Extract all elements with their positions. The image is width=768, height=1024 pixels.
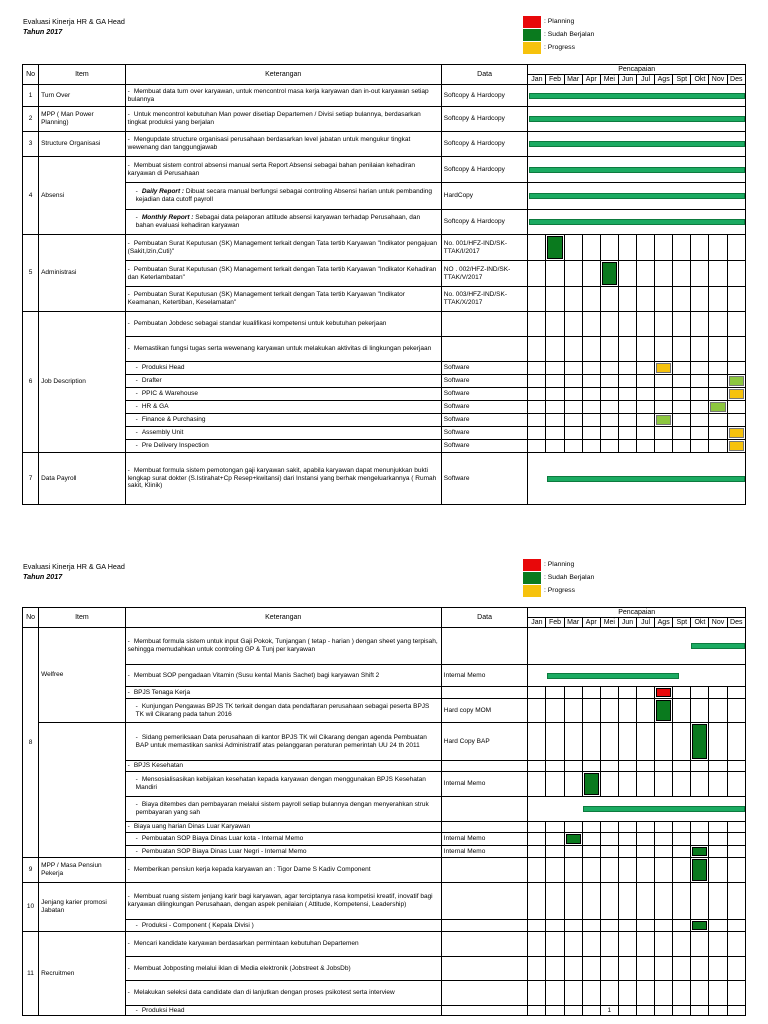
sub-item: - HR & GA bbox=[125, 401, 441, 414]
row-data: Internal Memo bbox=[441, 665, 528, 687]
report-header bbox=[23, 17, 125, 37]
row-item: Absensi bbox=[39, 157, 126, 235]
status-progress bbox=[656, 363, 671, 373]
month-cell bbox=[691, 858, 709, 883]
table-row bbox=[23, 337, 746, 362]
table-row bbox=[23, 846, 746, 858]
table-row bbox=[23, 1006, 746, 1016]
month-cell bbox=[655, 362, 673, 375]
col-data: Data bbox=[441, 608, 528, 628]
timeline-cell bbox=[528, 183, 746, 210]
status-done bbox=[692, 724, 707, 759]
row-keterangan: - Membuat ruang sistem jenjang karir bagi karyawan, agar terciptanya rasa kompetisi kreatif, inovatif bagi karyawan dilingkungan Perusahaan, dengan aspek penilaian ( Attitude, Kompetensi, Leadership) bbox=[125, 883, 441, 920]
timeline-cell bbox=[528, 453, 746, 505]
legend-done: : Sudah Berjalan bbox=[544, 31, 595, 38]
row-no: 4 bbox=[23, 157, 39, 235]
month-okt: Okt bbox=[691, 618, 709, 628]
timeline-cell bbox=[528, 628, 746, 665]
col-keterangan: Keterangan bbox=[125, 608, 441, 628]
table-row bbox=[23, 235, 746, 261]
table-row bbox=[23, 699, 746, 723]
row-keterangan: - Memastikan fungsi tugas serta wewenang karyawan untuk melakukan aktivitas di lingkungan pekerjaan bbox=[125, 337, 441, 362]
row-data: Internal Memo bbox=[441, 772, 528, 797]
table-row bbox=[23, 132, 746, 157]
row-keterangan: - Pembuatan Surat Keputusan (SK) Management terkait dengan Tata tertib Karyawan "Indikator Keamanan, Ketertiban, Keselamatan" bbox=[125, 287, 441, 312]
status-partial bbox=[710, 402, 725, 412]
report-header bbox=[23, 562, 125, 582]
table-row bbox=[23, 981, 746, 1006]
row-keterangan: - Produksi Head bbox=[125, 1006, 441, 1016]
legend bbox=[523, 15, 594, 54]
row-keterangan: - BPJS Tenaga Kerja bbox=[125, 687, 441, 699]
legend-progress: : Progress bbox=[544, 44, 575, 51]
month-jun: Jun bbox=[618, 618, 636, 628]
table-row bbox=[23, 107, 746, 132]
month-feb: Feb bbox=[546, 75, 564, 85]
row-keterangan: - Membuat sistem control absensi manual serta Report Absensi sebagai bahan penilaian kehadiran karyawan di Perusahaan bbox=[125, 157, 441, 183]
row-keterangan bbox=[125, 210, 441, 235]
sub-item: - Finance & Purchasing bbox=[125, 414, 441, 427]
timeline-bar bbox=[529, 219, 745, 225]
col-data: Data bbox=[441, 65, 528, 85]
table-row bbox=[23, 957, 746, 981]
status-done bbox=[692, 859, 707, 881]
col-item: Item bbox=[39, 608, 126, 628]
status-done bbox=[584, 773, 599, 795]
row-no: 5 bbox=[23, 235, 39, 312]
row-no: 6 bbox=[23, 312, 39, 453]
status-progress bbox=[729, 428, 744, 438]
status-partial bbox=[656, 415, 671, 425]
row-data: Software bbox=[441, 414, 528, 427]
table-row bbox=[23, 687, 746, 699]
month-cell bbox=[691, 920, 709, 932]
month-jul: Jul bbox=[637, 618, 655, 628]
col-pencapaian: Pencapaian bbox=[528, 65, 746, 75]
month-spt: Spt bbox=[673, 75, 691, 85]
row-data: Softcopy & Hardcopy bbox=[441, 157, 528, 183]
legend-swatch-planning bbox=[523, 559, 541, 571]
col-keterangan: Keterangan bbox=[125, 65, 441, 85]
timeline-bar bbox=[529, 93, 745, 99]
row-keterangan: - Melakukan seleksi data candidate dan di lanjutkan dengan proses psikotest serta interview bbox=[125, 981, 441, 1006]
row-item: Turn Over bbox=[39, 85, 126, 107]
row-no: 11 bbox=[23, 932, 39, 1016]
legend-done: : Sudah Berjalan bbox=[544, 574, 595, 581]
table-row bbox=[23, 761, 746, 772]
row-data: Software bbox=[441, 401, 528, 414]
month-cell bbox=[600, 261, 618, 287]
table-row bbox=[23, 414, 746, 427]
row-no: 3 bbox=[23, 132, 39, 157]
month-des: Des bbox=[727, 618, 745, 628]
daily-report-text: Dibuat secara manual berfungsi sebagai controling Absensi harian untuk pembanding kejadian data cutoff payroll bbox=[135, 188, 432, 203]
timeline-cell bbox=[528, 132, 746, 157]
month-jun: Jun bbox=[618, 75, 636, 85]
month-cell bbox=[727, 427, 745, 440]
table-row bbox=[23, 440, 746, 453]
legend-swatch-done bbox=[523, 572, 541, 584]
row-keterangan: - BPJS Kesehatan bbox=[125, 761, 441, 772]
row-keterangan: - Pembuatan Surat Keputusan (SK) Management terkait dengan Tata tertib Karyawan "Indikator Kehadiran dan Keterlambatan" bbox=[125, 261, 441, 287]
table-row bbox=[23, 85, 746, 107]
month-cell bbox=[655, 699, 673, 723]
daily-report-label: Daily Report : bbox=[141, 188, 185, 196]
performance-table-1 bbox=[22, 64, 746, 505]
row-item: Recruitmen bbox=[39, 932, 126, 1016]
timeline-bar bbox=[529, 141, 745, 147]
row-keterangan: - Biaya uang harian Dinas Luar Karyawan bbox=[125, 822, 441, 833]
timeline-bar bbox=[529, 116, 745, 122]
row-data: Internal Memo bbox=[441, 833, 528, 846]
row-data: Software bbox=[441, 388, 528, 401]
row-item: Job Description bbox=[39, 312, 126, 453]
row-item: Data Payroll bbox=[39, 453, 126, 505]
status-partial bbox=[729, 376, 744, 386]
table-row bbox=[23, 797, 746, 822]
month-cell bbox=[727, 388, 745, 401]
row-item: Jenjang karier promosi Jabatan bbox=[39, 883, 126, 932]
row-item: Administrasi bbox=[39, 235, 126, 312]
legend-swatch-planning bbox=[523, 16, 541, 28]
table-row bbox=[23, 388, 746, 401]
table-row bbox=[23, 772, 746, 797]
row-data: Software bbox=[441, 427, 528, 440]
month-mei: Mei bbox=[600, 618, 618, 628]
row-data: Software bbox=[441, 362, 528, 375]
table-row bbox=[23, 375, 746, 388]
row-keterangan: - Untuk mencontrol kebutuhan Man power disetiap Departemen / Divisi setiap bulannya, berdasarkan tingkat produksi yang berjalan bbox=[125, 107, 441, 132]
table-row bbox=[23, 833, 746, 846]
sub-item: - Produksi Head bbox=[125, 362, 441, 375]
doc-year: Tahun 2017 bbox=[23, 27, 63, 36]
monthly-report-label: Monthly Report : bbox=[141, 214, 194, 222]
row-keterangan: - Memberikan pensiun kerja kepada karyawan an : Tigor Dame S Kadiv Component bbox=[125, 858, 441, 883]
month-jul: Jul bbox=[637, 75, 655, 85]
month-cell bbox=[691, 723, 709, 761]
table-row bbox=[23, 210, 746, 235]
row-no: 10 bbox=[23, 883, 39, 932]
month-cell bbox=[709, 401, 727, 414]
row-data: Hard Copy BAP bbox=[441, 723, 528, 761]
legend-swatch-done bbox=[523, 29, 541, 41]
legend-planning: : Planning bbox=[544, 561, 575, 568]
row-data: Internal Memo bbox=[441, 846, 528, 858]
row-keterangan: - Pembuatan SOP Biaya Dinas Luar Negri - Internal Memo bbox=[125, 846, 441, 858]
doc-title: Evaluasi Kinerja HR & GA Head bbox=[23, 17, 125, 26]
doc-year: Tahun 2017 bbox=[23, 572, 63, 581]
month-mar: Mar bbox=[564, 618, 582, 628]
month-feb: Feb bbox=[546, 618, 564, 628]
month-apr: Apr bbox=[582, 75, 600, 85]
timeline-bar bbox=[547, 673, 679, 679]
status-done bbox=[656, 700, 671, 721]
row-keterangan: - Mencari kandidate karyawan berdasarkan permintaan kebutuhan Departemen bbox=[125, 932, 441, 957]
month-nov: Nov bbox=[709, 75, 727, 85]
month-cell bbox=[564, 833, 582, 846]
row-data: Software bbox=[441, 453, 528, 505]
row-item: Welfree bbox=[39, 628, 126, 723]
timeline-cell bbox=[528, 107, 746, 132]
row-keterangan: - Pembuatan SOP Biaya Dinas Luar kota - Internal Memo bbox=[125, 833, 441, 846]
timeline-cell bbox=[528, 210, 746, 235]
table-row bbox=[23, 858, 746, 883]
row-data: Software bbox=[441, 440, 528, 453]
row-no: 2 bbox=[23, 107, 39, 132]
table-row bbox=[23, 312, 746, 337]
table-row bbox=[23, 723, 746, 761]
col-pencapaian: Pencapaian bbox=[528, 608, 746, 618]
table-row bbox=[23, 453, 746, 505]
recruit-count: 1 bbox=[600, 1006, 618, 1016]
row-data: Hard copy MOM bbox=[441, 699, 528, 723]
row-item: Structure Organisasi bbox=[39, 132, 126, 157]
sub-item: - PPIC & Warehouse bbox=[125, 388, 441, 401]
table-row bbox=[23, 427, 746, 440]
row-keterangan: - Mensosialisasikan kebijakan kesehatan kepada karyawan dengan menggunakan BPJS Kesehatan Mandiri bbox=[125, 772, 441, 797]
row-keterangan: - Membuat data turn over karyawan, untuk mencontrol masa kerja karyawan dan in-out karyawan setiap bulannya bbox=[125, 85, 441, 107]
table-row bbox=[23, 883, 746, 920]
month-cell bbox=[546, 235, 564, 261]
row-data: No. 003/HFZ-IND/SK-TTAK/X/2017 bbox=[441, 287, 528, 312]
timeline-cell bbox=[528, 85, 746, 107]
status-done bbox=[547, 236, 562, 259]
month-nov: Nov bbox=[709, 618, 727, 628]
row-keterangan: - Pembuatan Jobdesc sebagai standar kualifikasi kompetensi untuk kebutuhan pekerjaan bbox=[125, 312, 441, 337]
table-row bbox=[23, 920, 746, 932]
row-data: Softcopy & Hardcopy bbox=[441, 132, 528, 157]
row-keterangan: - Membuat formula sistem pemotongan gaji karyawan sakit, apabila karyawan dapat menunjukkan bukti lengkap surat dokter (S.Istirahat+Cp Resep+kwitansi) dari Instansi yang berhak mengeluarkannya ( Rumah sakit, Klinik) bbox=[125, 453, 441, 505]
row-keterangan: - Mengupdate structure organisasi perusahaan berdasarkan level jabatan untuk mengukur tingkat wewenang dan tanggungjawab bbox=[125, 132, 441, 157]
row-keterangan: - Biaya ditembes dan pembayaran melalui sistem payroll setiap bulannya dengan menyerahkan struk pembayaran yang sah bbox=[125, 797, 441, 822]
timeline-bar bbox=[547, 476, 745, 482]
month-apr: Apr bbox=[582, 618, 600, 628]
table-row bbox=[23, 822, 746, 833]
status-done bbox=[566, 834, 581, 844]
sub-item: - Drafter bbox=[125, 375, 441, 388]
row-keterangan: - Membuat SOP pengadaan Vitamin (Susu kental Manis Sachet) bagi karyawan Shift 2 bbox=[125, 665, 441, 687]
timeline-cell bbox=[528, 797, 746, 822]
table-row bbox=[23, 287, 746, 312]
timeline-bar bbox=[529, 193, 745, 199]
row-data: Softcopy & Hardcopy bbox=[441, 210, 528, 235]
status-done bbox=[692, 847, 707, 856]
legend-swatch-progress bbox=[523, 42, 541, 54]
legend-progress: : Progress bbox=[544, 587, 575, 594]
row-no: 1 bbox=[23, 85, 39, 107]
table-row bbox=[23, 665, 746, 687]
status-progress bbox=[729, 441, 744, 451]
timeline-bar bbox=[691, 643, 745, 649]
row-no: 7 bbox=[23, 453, 39, 505]
row-data: No. 001/HFZ-IND/SK-TTAK/I/2017 bbox=[441, 235, 528, 261]
col-no: No bbox=[23, 65, 39, 85]
col-no: No bbox=[23, 608, 39, 628]
month-cell bbox=[691, 846, 709, 858]
row-item: MPP ( Man Power Planning) bbox=[39, 107, 126, 132]
table-row bbox=[23, 628, 746, 665]
legend-planning: : Planning bbox=[544, 18, 575, 25]
month-ags: Ags bbox=[655, 618, 673, 628]
doc-title: Evaluasi Kinerja HR & GA Head bbox=[23, 562, 125, 571]
table-row bbox=[23, 157, 746, 183]
performance-table-2 bbox=[22, 607, 746, 1016]
month-cell bbox=[727, 440, 745, 453]
row-keterangan: - Membuat Jobposting melalui iklan di Media elektronik (Jobstreet & JobsDb) bbox=[125, 957, 441, 981]
sub-item: - Pre Delivery Inspection bbox=[125, 440, 441, 453]
timeline-cell bbox=[528, 665, 746, 687]
table-row bbox=[23, 932, 746, 957]
row-keterangan: - Produksi - Component ( Kepala Divisi ) bbox=[125, 920, 441, 932]
status-done bbox=[602, 262, 617, 285]
row-keterangan: - Kunjungan Pengawas BPJS TK terkait dengan data pendaftaran perusahaan sebagai peserta BPJS TK wil Cikarang pada tahun 2016 bbox=[125, 699, 441, 723]
timeline-cell bbox=[528, 157, 746, 183]
table-row bbox=[23, 362, 746, 375]
table-row bbox=[23, 261, 746, 287]
month-mar: Mar bbox=[564, 75, 582, 85]
month-jan: Jan bbox=[528, 75, 546, 85]
month-cell bbox=[655, 414, 673, 427]
status-done bbox=[692, 921, 707, 930]
row-data: NO . 002/HFZ-IND/SK-TTAK/V/2017 bbox=[441, 261, 528, 287]
row-no: 8 bbox=[23, 628, 39, 858]
month-des: Des bbox=[727, 75, 745, 85]
table-row bbox=[23, 401, 746, 414]
row-keterangan: - Membuat formula sistem untuk input Gaji Pokok, Tunjangan ( tetap - harian ) dengan sheet yang terpisah, sehingga memudahkan untuk controling GP & Tunj per karyawan bbox=[125, 628, 441, 665]
status-planning bbox=[656, 688, 671, 697]
col-item: Item bbox=[39, 65, 126, 85]
row-keterangan: - Sidang pemeriksaan Data perusahaan di kantor BPJS TK wil Cikarang dengan agenda Pembuatan BAP untuk memastikan sanksi Administratif atas pelanggaran peraturan pemerintah UU 24 th 2011 bbox=[125, 723, 441, 761]
row-data: Softcopy & Hardcopy bbox=[441, 107, 528, 132]
row-no: 9 bbox=[23, 858, 39, 883]
row-data: Software bbox=[441, 375, 528, 388]
row-data: Softcopy & Hardcopy bbox=[441, 85, 528, 107]
monthly-report-text: Sebagai data pelaporan attitude absensi karyawan terhadap Perusahaan, dan bahan evaluasi kehadiran karyawan bbox=[135, 214, 421, 229]
legend bbox=[523, 558, 594, 597]
legend-swatch-progress bbox=[523, 585, 541, 597]
row-data: HardCopy bbox=[441, 183, 528, 210]
status-progress bbox=[729, 389, 744, 399]
month-ags: Ags bbox=[655, 75, 673, 85]
row-keterangan: - Pembuatan Surat Keputusan (SK) Management terkait dengan Tata tertib Karyawan "Indikator pengajuan (Sakit,Izin,Cuti)" bbox=[125, 235, 441, 261]
month-jan: Jan bbox=[528, 618, 546, 628]
row-keterangan bbox=[125, 183, 441, 210]
row-item: MPP / Masa Pensiun Pekerja bbox=[39, 858, 126, 883]
month-cell bbox=[655, 687, 673, 699]
sub-item: - Assembly Unit bbox=[125, 427, 441, 440]
table-row bbox=[23, 183, 746, 210]
month-mei: Mei bbox=[600, 75, 618, 85]
month-cell bbox=[582, 772, 600, 797]
month-okt: Okt bbox=[691, 75, 709, 85]
timeline-bar bbox=[529, 167, 745, 173]
month-cell bbox=[727, 375, 745, 388]
timeline-bar bbox=[583, 806, 745, 812]
month-spt: Spt bbox=[673, 618, 691, 628]
